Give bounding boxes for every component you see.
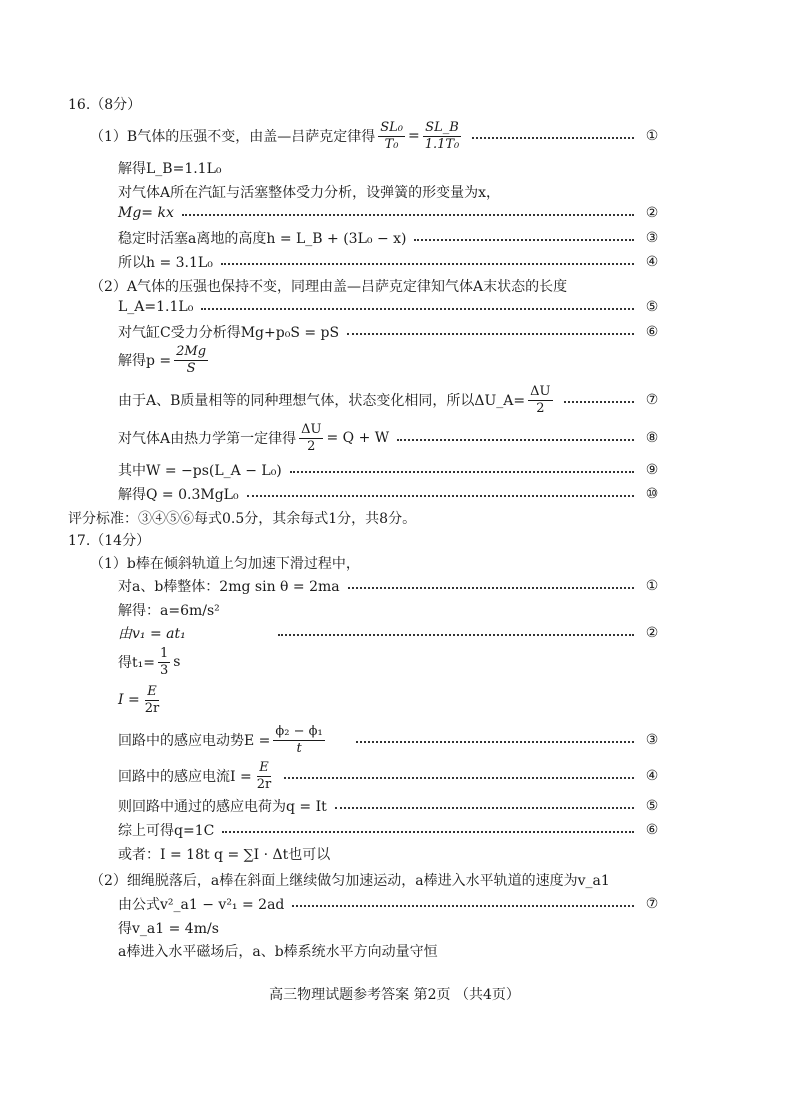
fraction: $\frac{1}{3}$: [159, 646, 169, 678]
dot-leader: [284, 777, 634, 779]
equation-number: ①: [645, 578, 659, 594]
q17-title: 17.（14分）: [68, 533, 151, 549]
equation-number: ⑨: [645, 462, 659, 478]
fraction: $\frac{\Delta U}{2}$: [530, 384, 551, 416]
equation-number: ⑩: [645, 486, 659, 502]
q17-part2-label: （2）细绳脱落后，a棒在斜面上继续做匀加速运动，a棒进入水平轨道的速度为v_a1: [90, 873, 610, 889]
dot-leader: [348, 587, 634, 589]
q16-title: 16.（8分）: [68, 97, 142, 113]
equation-number: ④: [645, 768, 659, 785]
fraction: $\frac{\text{ϕ₂ − ϕ₁}}{t}$: [275, 724, 323, 756]
equation-number: ⑤: [645, 798, 659, 814]
equation-number: ⑦: [645, 896, 659, 912]
dot-leader: [564, 401, 634, 403]
dot-leader: [335, 807, 634, 809]
q16-text-2: 对气体A所在汽缸与活塞整体受力分析，设弹簧的形变量为x，: [118, 185, 501, 201]
q16-part2-label: （2）A气体的压强也保持不变，同理由盖—吕萨克定律知气体A末状态的长度: [90, 279, 568, 295]
equation-number: ③: [645, 230, 659, 246]
q16-solution-6: 解得p = $\frac{2Mg}{S}$: [118, 344, 207, 376]
equation-number: ⑥: [645, 324, 659, 340]
q16-eq9-line: 其中W = −ps(L_A − L₀) ⑨: [118, 460, 662, 480]
q16-eq3-line: 稳定时活塞a离地的高度h = L_B + (3L₀ − x) ③: [118, 228, 662, 248]
fraction: $\frac{\Delta U}{2}$: [301, 422, 322, 454]
q16-eq1-line: （1）B气体的压强不变，由盖—吕萨克定律得 $\frac{\text{SL₀}}{\text{T₀}}$ = $\frac{SL\_B}{\text{1.1T₀}}$ ①: [90, 120, 662, 152]
fraction: $\frac{E}{2r}$: [256, 760, 272, 792]
q16-eq10-line: 解得Q = 0.3MgL₀ ⑩: [118, 484, 662, 504]
dot-leader: [397, 439, 634, 441]
q16-solution-1: 解得L_B=1.1L₀: [118, 161, 222, 177]
dot-leader: [278, 634, 634, 636]
fraction: $\frac{2Mg}{S}$: [176, 344, 207, 376]
fraction: $\frac{E}{2r}$: [144, 684, 160, 716]
q17-eq4-line: 回路中的感应电流I = $\frac{E}{2r}$ ④: [118, 760, 662, 792]
page-footer: 高三物理试题参考答案 第2页 （共4页）: [269, 987, 520, 1003]
q16-eq4-line: 所以h = 3.1L₀ ④: [118, 252, 662, 272]
dot-leader: [247, 495, 634, 497]
q17-last-line: a棒进入水平磁场后，a、b棒系统水平方向动量守恒: [118, 944, 438, 960]
dot-leader: [356, 741, 634, 743]
dot-leader: [222, 831, 634, 833]
fraction: $\frac{SL\_B}{\text{1.1T₀}}$: [424, 120, 460, 152]
q17-eq2-line: 由v₁ = at₁ ②: [118, 623, 662, 643]
q17-eq3-line: 回路中的感应电动势E = $\frac{\text{ϕ₂ − ϕ₁}}{t}$ ③: [118, 724, 662, 756]
equation-number: ⑥: [645, 822, 659, 838]
equation-number: ④: [645, 254, 659, 270]
q17-solution-7: 得v_a1 = 4m/s: [118, 921, 219, 937]
q17-part1-label: （1）b棒在倾斜轨道上匀加速下滑过程中，: [90, 556, 360, 572]
fraction: $\frac{\text{SL₀}}{\text{T₀}}$: [380, 120, 403, 152]
q16-eq5-line: L_A=1.1L₀ ⑤: [118, 299, 662, 315]
dot-leader: [290, 471, 634, 473]
q17-solution-1: 解得：a=6m/s²: [118, 603, 220, 619]
q17-eq1-line: 对a、b棒整体：2mg sin θ = 2ma ①: [118, 576, 662, 596]
dot-leader: [182, 214, 634, 216]
q17-eq5-line: 则回路中通过的感应电荷为q = It ⑤: [118, 796, 662, 816]
q17-alternative: 或者：I = 18t q = ∑I · Δt也可以: [118, 847, 331, 863]
equation-number: ⑤: [645, 299, 659, 315]
dot-leader: [201, 308, 634, 310]
q16-part1-label: （1）B气体的压强不变，由盖—吕萨克定律得: [90, 129, 376, 146]
equation-number: ①: [645, 128, 659, 145]
equation-number: ⑦: [645, 392, 659, 409]
equation-number: ②: [645, 625, 659, 641]
q17-current-formula: I = $\frac{E}{2r}$: [118, 684, 160, 716]
q16-eq8-line: 对气体A由热力学第一定律得 $\frac{\Delta U}{2}$ = Q + W ⑧: [118, 422, 662, 454]
dot-leader: [472, 137, 634, 139]
equation-number: ②: [645, 205, 659, 221]
dot-leader: [221, 263, 634, 265]
equation-number: ⑧: [645, 430, 659, 447]
q17-solution-2: 得t₁= $\frac{1}{3}$ s: [118, 646, 181, 678]
q16-eq7-line: 由于A、B质量相等的同种理想气体，状态变化相同，所以ΔU_A= $\frac{\Delta U}{2}$ ⑦: [118, 384, 662, 416]
equation-number: ③: [645, 732, 659, 749]
q16-eq6-line: 对气缸C受力分析得Mg+p₀S = pS ⑥: [118, 322, 662, 342]
q16-eq2-line: Mg= kx ②: [118, 205, 662, 221]
dot-leader: [414, 239, 634, 241]
dot-leader: [292, 905, 634, 907]
q17-eq7-line: 由公式v²_a1 − v²₁ = 2ad ⑦: [118, 894, 662, 914]
q17-eq6-line: 综上可得q=1C ⑥: [118, 820, 662, 840]
q16-grading: 评分标准：③④⑤⑥每式0.5分，其余每式1分，共8分。: [68, 511, 417, 527]
dot-leader: [347, 333, 634, 335]
